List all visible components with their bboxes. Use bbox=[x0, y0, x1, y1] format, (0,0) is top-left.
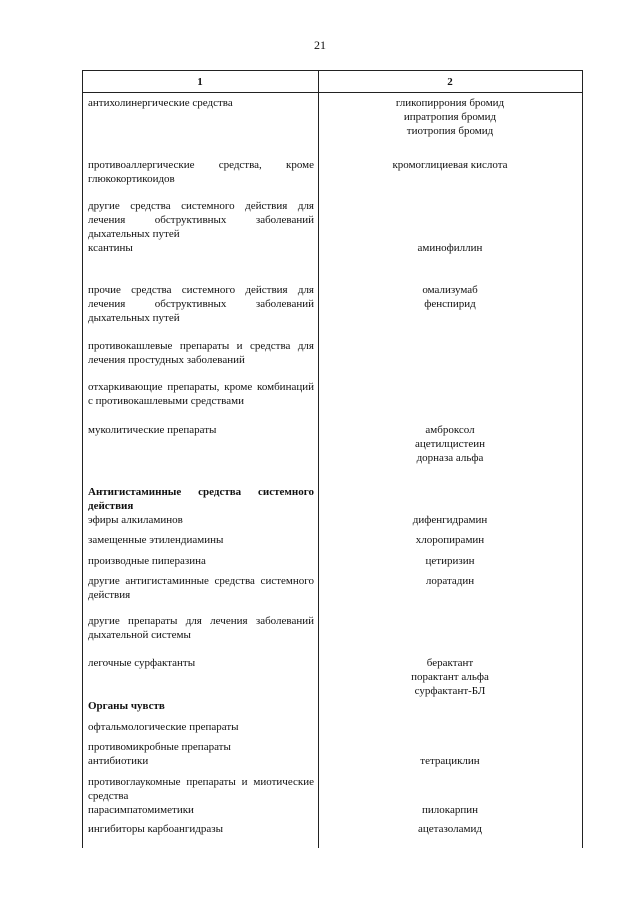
table-border-right bbox=[582, 70, 583, 848]
row-label: производные пиперазина bbox=[88, 555, 206, 567]
row-label: легочные сурфактанты bbox=[88, 657, 196, 669]
drug-name: сурфактант-БЛ bbox=[414, 685, 486, 697]
drug-name: цетиризин bbox=[425, 555, 475, 567]
section-heading: Органы чувств bbox=[88, 700, 165, 712]
drug-list bbox=[322, 656, 578, 698]
drug-name: кромоглициевая кислота bbox=[392, 159, 508, 171]
drug-name: дорназа альфа bbox=[416, 452, 484, 464]
row-label: ксантины bbox=[88, 242, 133, 254]
row-label: замещенные этилендиамины bbox=[88, 534, 224, 546]
drug-list bbox=[322, 96, 578, 138]
drug-name: порактант альфа bbox=[411, 671, 489, 683]
drug-name: ипратропия бромид bbox=[403, 111, 497, 123]
row-label: офтальмологические препараты bbox=[88, 721, 239, 733]
drug-name: ацетазоламид bbox=[418, 823, 482, 835]
header-divider bbox=[82, 92, 583, 93]
row-label: противоаллергические средства, кроме глюкокортикоидов bbox=[88, 159, 314, 185]
row-label: другие препараты для лечения заболеваний дыхательной системы bbox=[88, 615, 314, 641]
table-border-top bbox=[82, 70, 583, 71]
row-label: противомикробные препараты bbox=[88, 741, 231, 753]
drug-name: дифенгидрамин bbox=[412, 514, 488, 526]
drug-name: пилокарпин bbox=[422, 804, 478, 816]
table-border-middle bbox=[318, 70, 319, 848]
drug-name: амброксол bbox=[425, 424, 475, 436]
drug-name: хлоропирамин bbox=[415, 534, 485, 546]
row-label: противокашлевые препараты и средства для лечения простудных заболеваний bbox=[88, 340, 314, 366]
column-header-1: 1 bbox=[197, 76, 203, 88]
row-label: антибиотики bbox=[88, 755, 149, 767]
drug-name: омализумаб bbox=[422, 284, 478, 296]
row-label: муколитические препараты bbox=[88, 424, 217, 436]
section-heading: Антигистаминные средства системного действия bbox=[88, 486, 314, 512]
row-label: прочие средства системного действия для лечения обструктивных заболеваний дыхательных путей bbox=[88, 284, 314, 324]
row-label: антихолинергические средства bbox=[88, 97, 233, 109]
row-label: эфиры алкиламинов bbox=[88, 514, 183, 526]
row-label: противоглаукомные препараты и миотические средства bbox=[88, 776, 314, 802]
column-header-2: 2 bbox=[447, 76, 453, 88]
drug-name: лоратадин bbox=[425, 575, 475, 587]
page-number: 21 bbox=[314, 38, 326, 52]
drug-name: берактант bbox=[426, 657, 474, 669]
row-label: отхаркивающие препараты, кроме комбинаций с противокашлевыми средствами bbox=[88, 381, 314, 407]
drug-name: тиотропия бромид bbox=[406, 125, 494, 137]
table-border-left bbox=[82, 70, 83, 848]
row-label: другие средства системного действия для лечения обструктивных заболеваний дыхательных путей bbox=[88, 200, 314, 240]
row-label: парасимпатомиметики bbox=[88, 804, 194, 816]
drug-list bbox=[322, 423, 578, 465]
drug-list bbox=[322, 283, 578, 311]
drug-name: ацетилцистеин bbox=[415, 438, 485, 450]
row-label: ингибиторы карбоангидразы bbox=[88, 823, 223, 835]
drug-name: тетрациклин bbox=[420, 755, 480, 767]
row-label: другие антигистаминные средства системного действия bbox=[88, 575, 314, 601]
drug-name: аминофиллин bbox=[417, 242, 483, 254]
drug-name: фенспирид bbox=[424, 298, 476, 310]
drug-name: гликопиррония бромид bbox=[395, 97, 505, 109]
